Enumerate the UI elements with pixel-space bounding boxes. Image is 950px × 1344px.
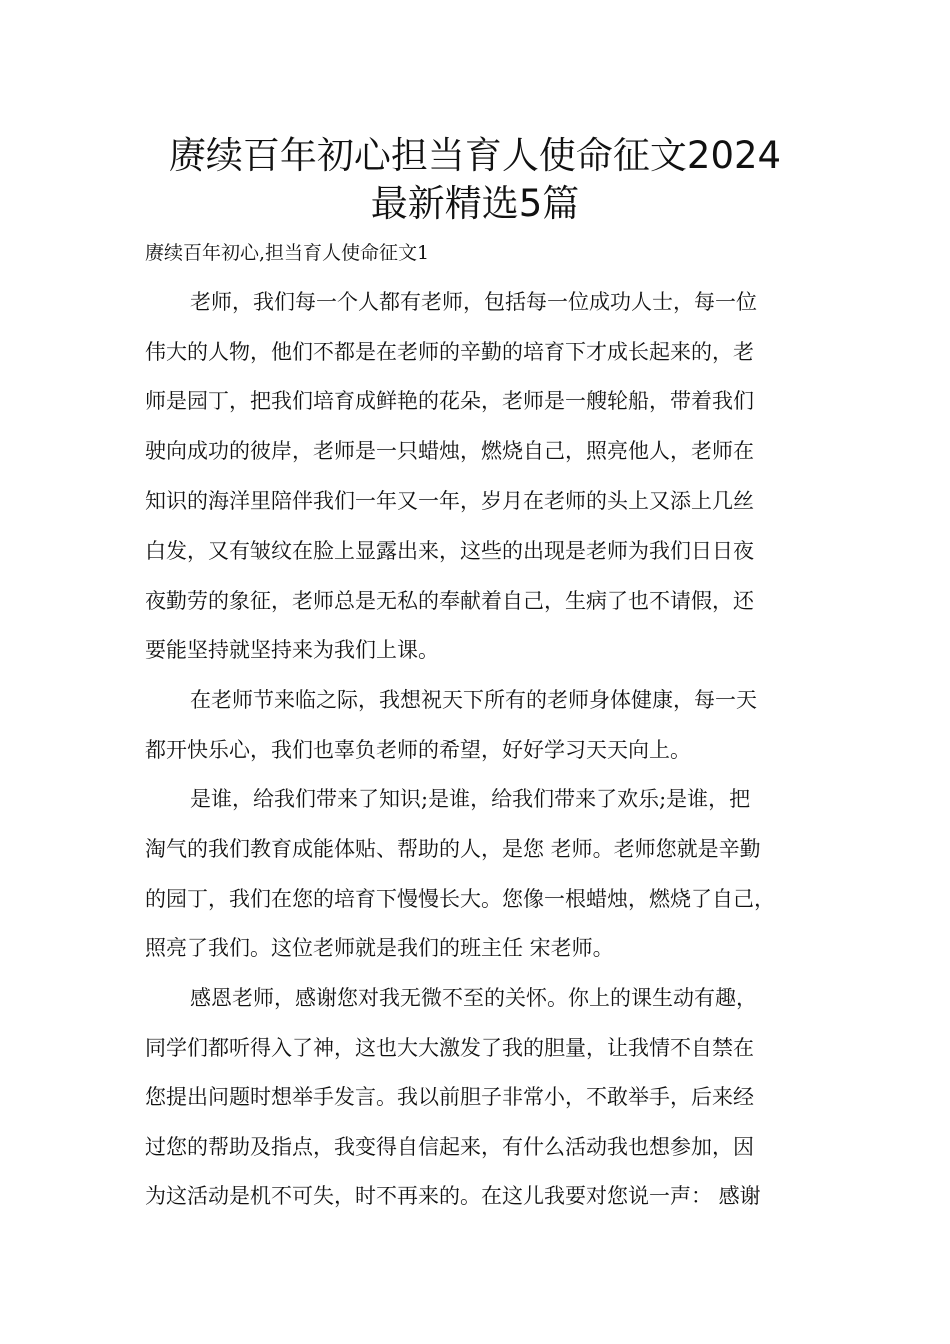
body-line: 同学们都听得入了神，这也大大激发了我的胆量，让我情不自禁在	[145, 1036, 754, 1060]
body-line: 在老师节来临之际，我想祝天下所有的老师身体健康，每一天	[190, 688, 757, 712]
body-line: 知识的海洋里陪伴我们一年又一年，岁月在老师的头上又添上几丝	[145, 489, 754, 513]
body-line: 为这活动是机不可失，时不再来的。在这儿我要对您说一声： 感谢	[145, 1184, 761, 1208]
body-line: 是谁，给我们带来了知识;是谁，给我们带来了欢乐;是谁，把	[190, 787, 751, 811]
document-title-line-2: 最新精选5篇	[370, 182, 580, 225]
body-line: 师是园丁，把我们培育成鲜艳的花朵，老师是一艘轮船，带着我们	[145, 389, 754, 413]
body-line: 老师，我们每一个人都有老师，包括每一位成功人士，每一位	[190, 290, 757, 314]
body-line: 过您的帮助及指点，我变得自信起来，有什么活动我也想参加，因	[145, 1135, 754, 1159]
body-line: 感恩老师，感谢您对我无微不至的关怀。你上的课生动有趣，	[190, 986, 757, 1010]
section-heading: 赓续百年初心,担当育人使命征文1	[145, 242, 430, 264]
body-line: 照亮了我们。这位老师就是我们的班主任 宋老师。	[145, 936, 614, 960]
body-line: 都开快乐心，我们也辜负老师的希望，好好学习天天向上。	[145, 738, 691, 762]
body-line: 淘气的我们教育成能体贴、帮助的人，是您 老师。老师您就是辛勤	[145, 837, 761, 861]
body-line: 您提出问题时想举手发言。我以前胆子非常小，不敢举手，后来经	[145, 1085, 754, 1109]
document-title-line-1: 赓续百年初心担当育人使命征文2024	[168, 134, 782, 177]
body-line: 要能坚持就坚持来为我们上课。	[145, 638, 439, 662]
body-line: 驶向成功的彼岸，老师是一只蜡烛，燃烧自己，照亮他人，老师在	[145, 439, 754, 463]
body-line: 伟大的人物，他们不都是在老师的辛勤的培育下才成长起来的，老	[145, 340, 754, 364]
body-line: 的园丁，我们在您的培育下慢慢长大。您像一根蜡烛，燃烧了自己，	[145, 887, 775, 911]
body-line: 夜勤劳的象征，老师总是无私的奉献着自己，生病了也不请假，还	[145, 589, 754, 613]
body-line: 白发，又有皱纹在脸上显露出来，这些的出现是老师为我们日日夜	[145, 539, 754, 563]
